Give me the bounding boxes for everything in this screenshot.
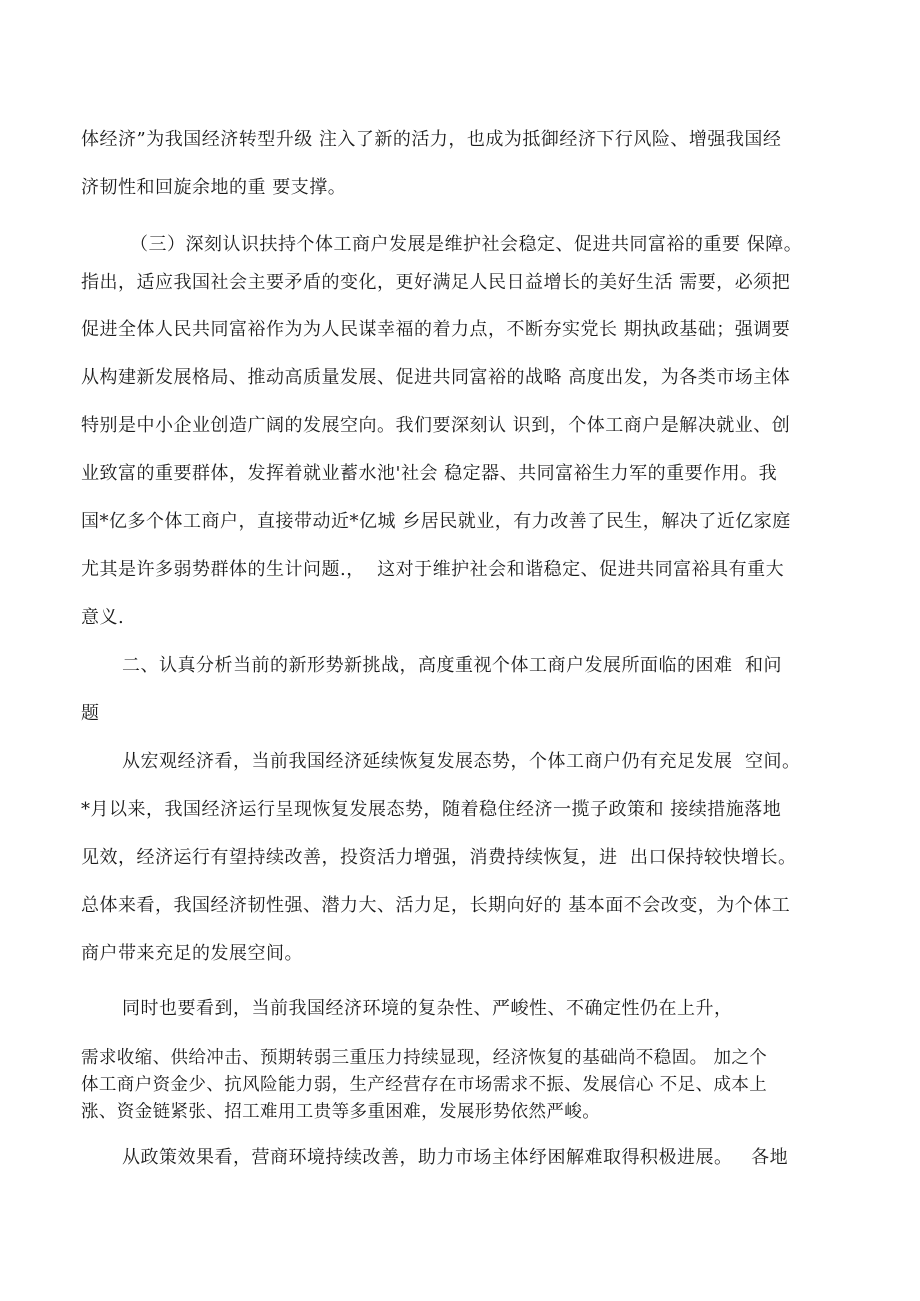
paragraph-3-line-2: *月以来，我国经济运行呈现恢复发展态势，随着稳住经济一揽子政策和 接续措施落地 bbox=[81, 799, 782, 820]
paragraph-5-line-1: 从政策效果看，营商环境持续改善，助力市场主体纾困解难取得积极进展。 各地 bbox=[122, 1147, 789, 1168]
paragraph-2-line-3: 促进全体人民共同富裕作为为人民谋幸福的着力点，不断夯实党长 期执政基础；强调要 bbox=[81, 319, 791, 340]
paragraph-4-line-1: 需求收缩、供给冲击、预期转弱三重压力持续显现，经济恢复的基础尚不稳固。 加之个 bbox=[81, 1048, 768, 1068]
section-2-heading-line-2: 题 bbox=[81, 703, 100, 724]
paragraph-4-intro-line: 同时也要看到，当前我国经济环境的复杂性、严峻性、不确定性仍在上升， bbox=[122, 998, 733, 1019]
paragraph-3-line-3: 见效，经济运行有望持续改善，投资活力增强，消费持续恢复，进 出口保持较快增长。 bbox=[81, 847, 797, 868]
section-3-heading-line: （三）深刻认识扶持个体工商户发展是维护社会稳定、促进共同富裕的重要 保障。 bbox=[130, 234, 803, 255]
paragraph-2-line-6: 业致富的重要群体，发挥着就业蓄水池'社会 稳定器、共同富裕生力军的重要作用。我 bbox=[81, 463, 778, 484]
paragraph-2-line-8: 尤其是许多弱势群体的生计问题.， 这对于维护社会和谐稳定、促进共同富裕具有重大 bbox=[81, 559, 785, 580]
paragraph-3-line-4: 总体来看，我国经济韧性强、潜力大、活力足，长期向好的 基本面不会改变，为个体工 bbox=[81, 895, 791, 916]
paragraph-2-line-9: 意义. bbox=[81, 607, 125, 628]
paragraph-4-line-2: 体工商户资金少、抗风险能力弱，生产经营存在市场需求不振、发展信心 不足、成本上 bbox=[81, 1075, 768, 1095]
paragraph-2-line-7: 国*亿多个体工商户，直接带动近*亿城 乡居民就业，有力改善了民生，解决了近亿家庭 bbox=[81, 511, 791, 532]
paragraph-1-line-1: 体经济”为我国经济转型升级 注入了新的活力，也成为抵御经济下行风险、增强我国经 bbox=[81, 129, 782, 150]
paragraph-2-line-2: 指出，适应我国社会主要矛盾的变化，更好满足人民日益增长的美好生活 需要，必须把 bbox=[81, 272, 791, 293]
paragraph-3-line-1: 从宏观经济看，当前我国经济延续恢复发展态势，个体工商户仍有充足发展 空间。 bbox=[122, 751, 801, 772]
section-2-heading-line-1: 二、认真分析当前的新形势新挑战，高度重视个体工商户发展所面临的困难 和问 bbox=[122, 655, 782, 676]
paragraph-2-line-4: 从构建新发展格局、推动高质量发展、促进共同富裕的战略 高度出发，为各类市场主体 bbox=[81, 367, 791, 388]
paragraph-2-line-5: 特别是中小企业创造广阔的发展空向。我们要深刻认 识到，个体工商户是解决就业、创 bbox=[81, 415, 791, 436]
paragraph-1-line-2: 济韧性和回旋余地的重 要支撑。 bbox=[81, 177, 347, 198]
paragraph-3-line-5: 商户带来充足的发展空间。 bbox=[81, 943, 303, 964]
paragraph-4-line-3: 涨、资金链紧张、招工难用工贵等多重困难，发展形势依然严峻。 bbox=[81, 1102, 601, 1122]
